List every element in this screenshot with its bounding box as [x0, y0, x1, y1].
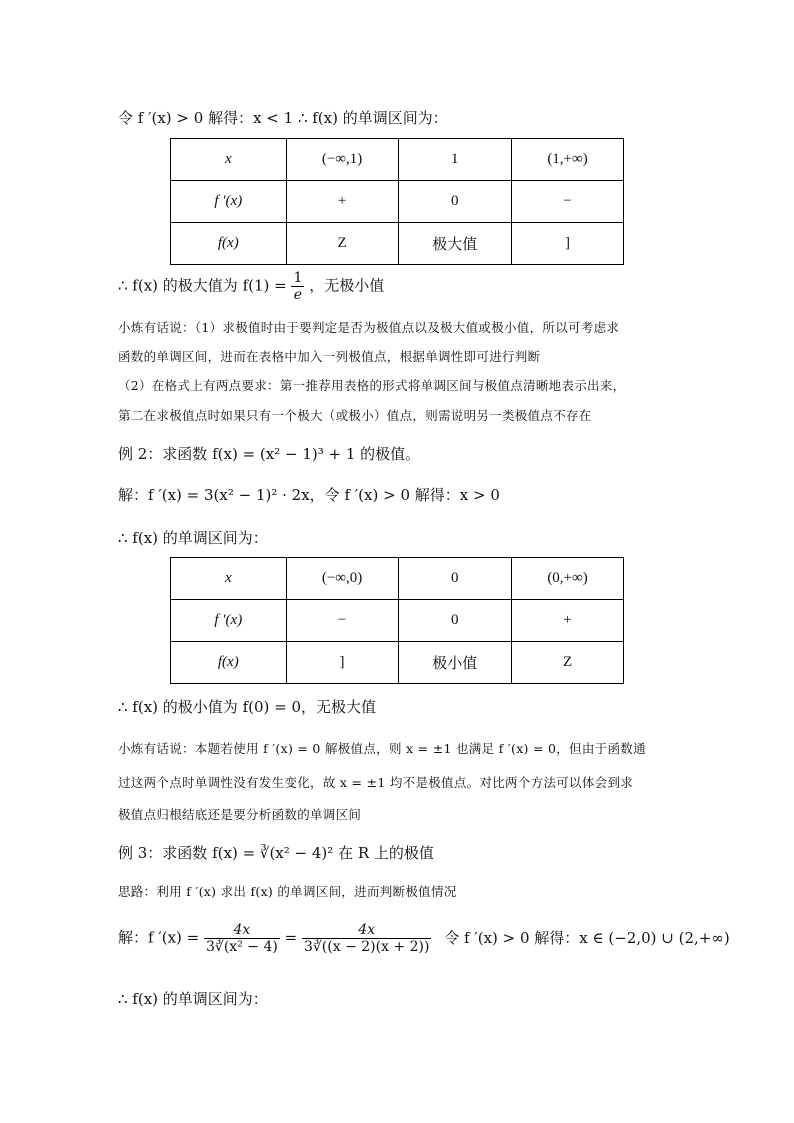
table-row — [171, 139, 624, 181]
note-line: 小炼有话说：（1）求极值时由于要判定是否为极值点以及极大值或极小值，所以可考虑求 — [118, 320, 620, 335]
fraction — [302, 922, 431, 955]
table-row — [171, 181, 624, 223]
table-cell: ] — [512, 223, 624, 265]
example-3-heading: 例 3：求函数 f(x) = ∛(x² − 4)² 在 R 上的极值 — [118, 844, 434, 862]
table-cell: f ′(x) — [171, 600, 287, 642]
table-row — [171, 600, 624, 642]
table-cell: 极大值 — [398, 223, 512, 265]
fraction-denominator: 3∛(x² − 4) — [206, 939, 278, 955]
table-cell: 1 — [398, 139, 512, 181]
fraction-denominator: e — [293, 287, 303, 303]
monotonic-interval-heading: ∴ f(x) 的单调区间为： — [118, 990, 268, 1008]
example-2-solution: 解：f ′(x) = 3(x² − 1)² · 2x，令 f ′(x) > 0 解得：x > 0 — [118, 486, 500, 504]
note-line: 极值点归根结底还是要分析函数的单调区间 — [118, 807, 362, 822]
table-cell: (0,+∞) — [512, 558, 624, 600]
monotonic-condition-line: 令 f ′(x) > 0 解得：x < 1 ∴ f(x) 的单调区间为： — [118, 109, 448, 127]
table-cell: + — [512, 600, 624, 642]
local-max-prefix: ∴ f(x) 的极大值为 f(1) = — [118, 276, 287, 295]
table-cell: − — [512, 181, 624, 223]
note-line: （2）在格式上有两点要求：第一推荐用表格的形式将单调区间与极值点清晰地表示出来， — [118, 378, 626, 393]
fraction-numerator: 4x — [302, 922, 431, 939]
table-cell: (1,+∞) — [512, 139, 624, 181]
table-cell: Z — [286, 223, 398, 265]
table-cell: f(x) — [171, 223, 287, 265]
solution-suffix: 令 f ′(x) > 0 解得：x ∈ (−2,0) ∪ (2,+∞) — [444, 928, 730, 947]
fraction-numerator: 4x — [204, 922, 280, 939]
example-3-solution — [118, 922, 730, 955]
table-cell: Z — [512, 642, 624, 684]
table-cell: 0 — [398, 600, 512, 642]
equals-sign: = — [284, 928, 298, 947]
table-row — [171, 223, 624, 265]
table-cell: 极小值 — [398, 642, 512, 684]
note-line: 函数的单调区间，进而在表格中加入一列极值点，根据单调性即可进行判断 — [118, 349, 541, 364]
table-cell: (−∞,0) — [286, 558, 398, 600]
local-max-suffix: ，无极小值 — [309, 276, 385, 295]
table-cell: 0 — [398, 181, 512, 223]
solution-prefix: 解：f ′(x) = — [118, 928, 200, 947]
table-row — [171, 642, 624, 684]
example-2-heading: 例 2：求函数 f(x) = (x² − 1)³ + 1 的极值。 — [118, 445, 421, 463]
fraction-denominator: 3∛((x − 2)(x + 2)) — [303, 939, 430, 955]
table-cell: x — [171, 139, 287, 181]
table-cell: + — [286, 181, 398, 223]
table-cell: 0 — [398, 558, 512, 600]
table-cell: ] — [286, 642, 398, 684]
variation-table-2 — [170, 557, 624, 684]
table-cell: f ′(x) — [171, 181, 287, 223]
monotonic-interval-heading: ∴ f(x) 的单调区间为： — [118, 529, 268, 547]
fraction — [291, 270, 304, 303]
table-cell: − — [286, 600, 398, 642]
local-max-line — [118, 270, 384, 303]
table-cell: x — [171, 558, 287, 600]
variation-table-1 — [170, 138, 624, 265]
fraction-numerator: 1 — [293, 270, 303, 286]
example-3-idea: 思路：利用 f ′(x) 求出 f(x) 的单调区间，进而判断极值情况 — [118, 884, 457, 899]
note-line: 小炼有话说：本题若使用 f ′(x) = 0 解极值点，则 x = ±1 也满足 f ′(x) = 0，但由于函数通 — [118, 741, 646, 756]
fraction — [204, 922, 280, 955]
table-cell: f(x) — [171, 642, 287, 684]
note-line: 第二在求极值点时如果只有一个极大（或极小）值点，则需说明另一类极值点不存在 — [118, 408, 592, 423]
table-row — [171, 558, 624, 600]
table-cell: (−∞,1) — [286, 139, 398, 181]
local-min-line: ∴ f(x) 的极小值为 f(0) = 0，无极大值 — [118, 698, 377, 716]
note-line: 过这两个点时单调性没有发生变化，故 x = ±1 均不是极值点。对比两个方法可以体会到求 — [118, 775, 634, 790]
